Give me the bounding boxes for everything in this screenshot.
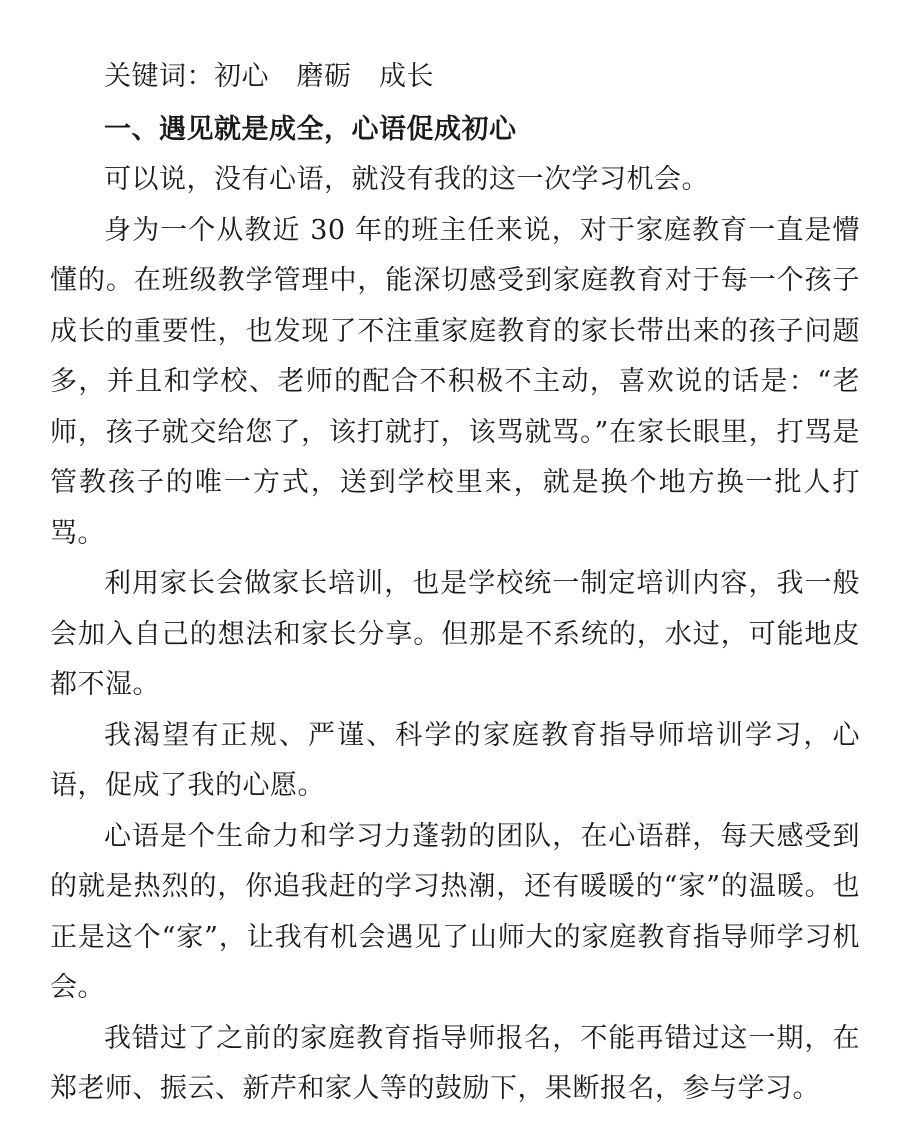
paragraph-5: 心语是个生命力和学习力蓬勃的团队，在心语群，每天感受到的就是热烈的，你追我赶的学习热潮，还有暖暖的“家”的温暖。也正是这个“家”，让我有机会遇见了山师大的家庭教育指导师学习机会。 <box>50 820 860 1003</box>
section-heading: 一、遇见就是成全，心语促成初心 <box>104 113 517 145</box>
paragraph-1: 可以说，没有心语，就没有我的这一次学习机会。 <box>104 164 709 195</box>
keywords-line: 关键词：初心 磨砺 成长 <box>104 61 434 92</box>
paragraph-2: 身为一个从教近 30 年的班主任来说，对于家庭教育一直是懵懂的。在班级教学管理中，能深切感受到家庭教育对于每一个孩子成长的重要性，也发现了不注重家庭教育的家长带出来的孩子问题多，并且和学校、老师的配合不积极不主动，喜欢说的话是：“老师，孩子就交给您了，该打就打，该骂就骂。”在家长眼里，打骂是管教孩子的唯一方式，送到学校里来，就是换个地方换一批人打骂。 <box>50 214 860 549</box>
paragraph-6: 我错过了之前的家庭教育指导师报名，不能再错过这一期，在郑老师、振云、新芹和家人等的鼓励下，果断报名，参与学习。 <box>50 1022 860 1104</box>
document-page <box>50 52 860 1115</box>
paragraph-4: 我渴望有正规、严谨、科学的家庭教育指导师培训学习，心语，促成了我的心愿。 <box>50 719 860 801</box>
paragraph-3: 利用家长会做家长培训，也是学校统一制定培训内容，我一般会加入自己的想法和家长分享。但那是不系统的，水过，可能地皮都不湿。 <box>50 568 860 700</box>
